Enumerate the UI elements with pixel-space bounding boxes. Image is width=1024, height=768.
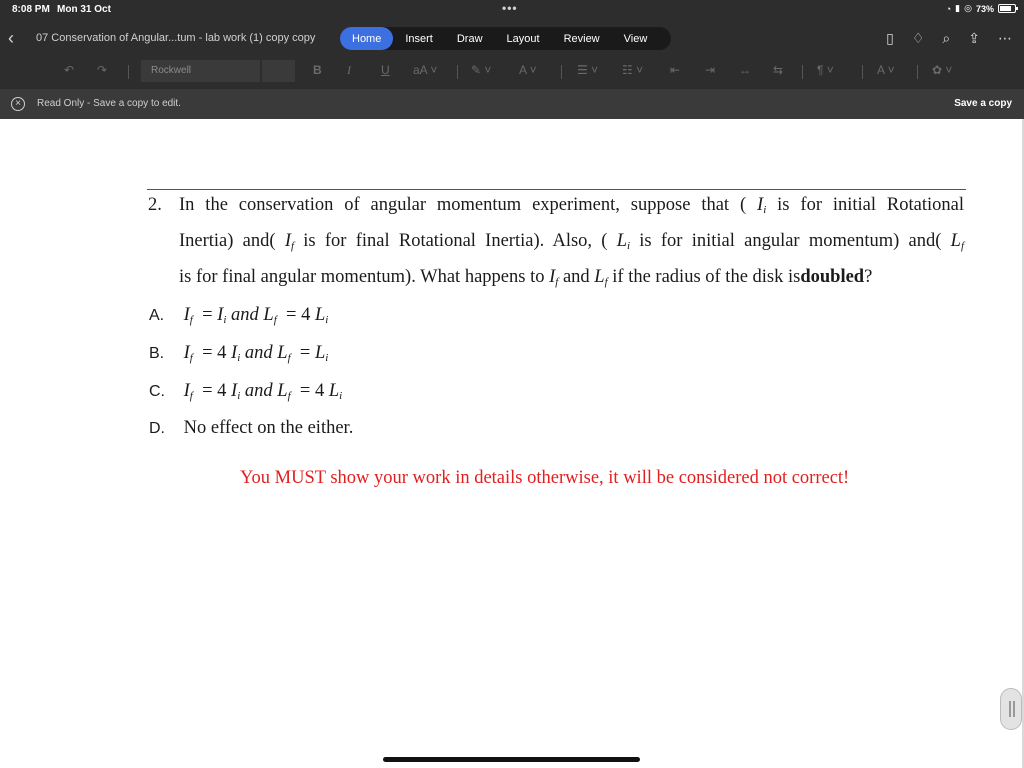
rtl-icon[interactable]: ⇆ — [773, 63, 784, 77]
math-symbol: $L_f$ — [950, 231, 964, 252]
save-a-copy-button[interactable]: Save a copy — [954, 98, 1012, 109]
status-bar — [0, 0, 1024, 20]
wifi-icon: ◔ — [945, 3, 952, 14]
tab-home[interactable]: Home — [340, 27, 393, 50]
divider — [802, 65, 803, 79]
divider — [862, 65, 863, 79]
math-symbol: $L_i$ — [616, 231, 631, 252]
bold-word: doubled — [800, 267, 865, 287]
ltr-icon[interactable]: ↔ — [739, 63, 751, 77]
option-letter: C. — [149, 383, 165, 400]
home-indicator[interactable] — [383, 757, 640, 762]
divider — [917, 65, 918, 79]
app-chrome — [0, 0, 1024, 119]
back-chevron-icon[interactable]: ‹ — [8, 28, 14, 48]
format-painter-icon[interactable]: ✿ ˅ — [932, 63, 953, 77]
math-symbol: $L_f$ — [594, 267, 608, 288]
option-a — [149, 305, 328, 326]
option-formula: $I_f = 4$ $I_i$ and $L_f = L_i$ — [183, 343, 329, 364]
question-text: is for final angular momentum). What happens to — [179, 267, 545, 287]
math-symbol: $I_f$ — [549, 267, 559, 288]
math-symbol: $I_i$ — [757, 195, 767, 216]
home-ribbon — [0, 58, 1024, 86]
question-text: if the radius of the disk is — [612, 267, 801, 287]
more-icon[interactable]: ⋯ — [998, 30, 1012, 46]
option-letter: B. — [149, 345, 165, 362]
horizontal-rule — [147, 189, 966, 190]
status-time: 8:08 PM — [12, 4, 50, 15]
tab-review[interactable]: Review — [563, 32, 600, 45]
question-text: ? — [864, 267, 873, 287]
scroll-handle[interactable] — [1000, 688, 1022, 730]
question-number: 2. — [148, 195, 162, 215]
multitasking-dots-icon[interactable]: ••• — [502, 1, 518, 15]
bullets-icon[interactable]: ☰ ˅ — [577, 63, 599, 77]
tab-layout[interactable]: Layout — [506, 32, 540, 45]
divider — [457, 65, 458, 79]
divider — [128, 65, 129, 79]
status-right — [946, 3, 1016, 14]
option-letter: D. — [149, 420, 165, 437]
text-size-icon[interactable]: aA ˅ — [413, 63, 438, 77]
tab-draw[interactable]: Draw — [456, 32, 483, 45]
font-color-icon[interactable]: A ˅ — [519, 63, 537, 77]
tab-view[interactable]: View — [623, 32, 648, 45]
option-b — [149, 343, 328, 364]
tab-insert[interactable]: Insert — [405, 32, 433, 45]
title-bar — [0, 26, 1024, 52]
font-name-field[interactable]: Rockwell — [141, 60, 260, 82]
read-only-message: Read Only - Save a copy to edit. — [37, 98, 181, 109]
read-only-bar — [0, 89, 1024, 119]
underline-icon[interactable]: U — [381, 63, 390, 77]
option-c — [149, 381, 342, 402]
question-line-3 — [179, 267, 872, 288]
decrease-indent-icon[interactable]: ⇤ — [670, 63, 681, 77]
close-icon[interactable]: × — [11, 97, 25, 111]
warning-text: You MUST show your work in details otherwise, it will be considered not correct! — [240, 468, 850, 488]
option-formula: $I_f = 4$ $I_i$ and $L_f = 4$ $L_i$ — [183, 381, 343, 402]
paragraph-icon[interactable]: ¶ ˅ — [817, 63, 834, 77]
question-text: In the conservation of angular momentum experiment, suppose that ( — [179, 195, 747, 215]
italic-icon[interactable]: I — [347, 63, 351, 77]
status-date: Mon 31 Oct — [57, 4, 111, 15]
bold-icon[interactable]: B — [313, 63, 322, 77]
option-formula: $I_f = I_i$ and $L_f = 4$ $L_i$ — [183, 305, 329, 326]
styles-icon[interactable]: A ˅ — [877, 63, 895, 77]
battery-percent: 73% — [975, 3, 994, 14]
mic-icon: ▮ — [955, 3, 961, 13]
question-line-1 — [179, 195, 964, 216]
divider — [561, 65, 562, 79]
numbering-icon[interactable]: ☷ ˅ — [622, 63, 644, 77]
option-d — [149, 418, 353, 439]
question-text: is for initial Rotational — [777, 195, 965, 215]
device-icon[interactable]: ▯ — [886, 30, 894, 46]
question-line-2 — [179, 231, 964, 252]
undo-icon[interactable]: ↶ — [64, 63, 75, 77]
font-size-field[interactable] — [262, 60, 295, 82]
lightbulb-icon[interactable]: ♢ — [911, 30, 925, 46]
math-symbol: $I_f$ — [284, 231, 295, 252]
top-icons — [886, 30, 1012, 47]
question-text: Inertia) and( — [179, 231, 276, 251]
option-text: No effect on the either. — [183, 418, 354, 438]
search-icon[interactable]: ⌕ — [942, 30, 951, 46]
highlight-icon[interactable]: ✎ ˅ — [471, 63, 492, 77]
question-text: and — [562, 267, 590, 287]
share-icon[interactable]: ⇪ — [968, 30, 980, 46]
question-text: is for final Rotational Inertia). Also, ( — [303, 231, 608, 251]
redo-icon[interactable]: ↷ — [97, 63, 108, 77]
increase-indent-icon[interactable]: ⇥ — [705, 63, 716, 77]
question-text: is for initial angular momentum) and( — [639, 231, 942, 251]
screen-lock-icon: ◎ — [964, 3, 972, 13]
battery-icon — [998, 4, 1016, 13]
ribbon-tabs — [340, 27, 671, 50]
option-letter: A. — [149, 307, 165, 324]
document-page[interactable] — [0, 119, 1024, 768]
document-title[interactable]: 07 Conservation of Angular...tum - lab work (1) copy copy — [36, 32, 316, 44]
